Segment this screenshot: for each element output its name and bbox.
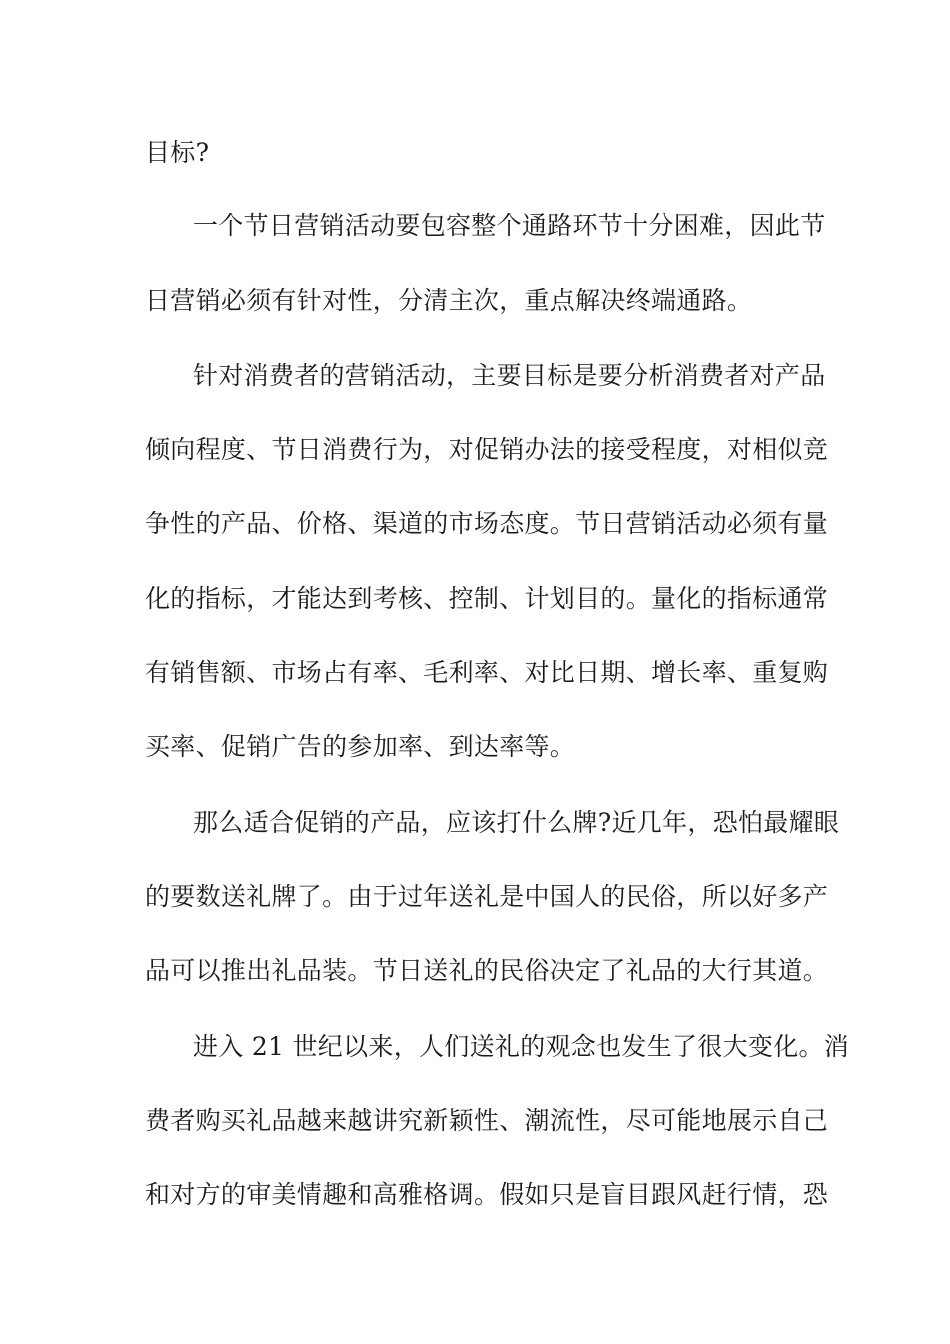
paragraph-first-line: 那么适合促销的产品，应该打什么牌?近几年，恐怕最耀眼: [193, 808, 840, 837]
text-line: 日营销必须有针对性，分清主次，重点解决终端通路。: [145, 286, 753, 315]
text-line: 有销售额、市场占有率、毛利率、对比日期、增长率、重复购: [145, 658, 829, 687]
paragraph-first-line: 针对消费者的营销活动，主要目标是要分析消费者对产品: [193, 361, 826, 390]
text-line: 品可以推出礼品装。节日送礼的民俗决定了礼品的大行其道。: [145, 956, 829, 985]
text-line: 买率、促销广告的参加率、到达率等。: [145, 732, 576, 761]
paragraph-first-line: 一个节日营销活动要包容整个通路环节十分困难，因此节: [193, 211, 826, 240]
text-line: 目标?: [145, 138, 210, 167]
text-line: 化的指标，才能达到考核、控制、计划目的。量化的指标通常: [145, 584, 829, 613]
text-line: 和对方的审美情趣和高雅格调。假如只是盲目跟风赶行情，恐: [145, 1180, 829, 1209]
text-line: 倾向程度、节日消费行为，对促销办法的接受程度，对相似竞: [145, 435, 829, 464]
text-line: 的要数送礼牌了。由于过年送礼是中国人的民俗，所以好多产: [145, 882, 829, 911]
paragraph-first-line: 进入 21 世纪以来，人们送礼的观念也发生了很大变化。消: [193, 1032, 850, 1061]
text-line: 争性的产品、价格、渠道的市场态度。节日营销活动必须有量: [145, 509, 829, 538]
text-line: 费者购买礼品越来越讲究新颖性、潮流性，尽可能地展示自己: [145, 1106, 829, 1135]
